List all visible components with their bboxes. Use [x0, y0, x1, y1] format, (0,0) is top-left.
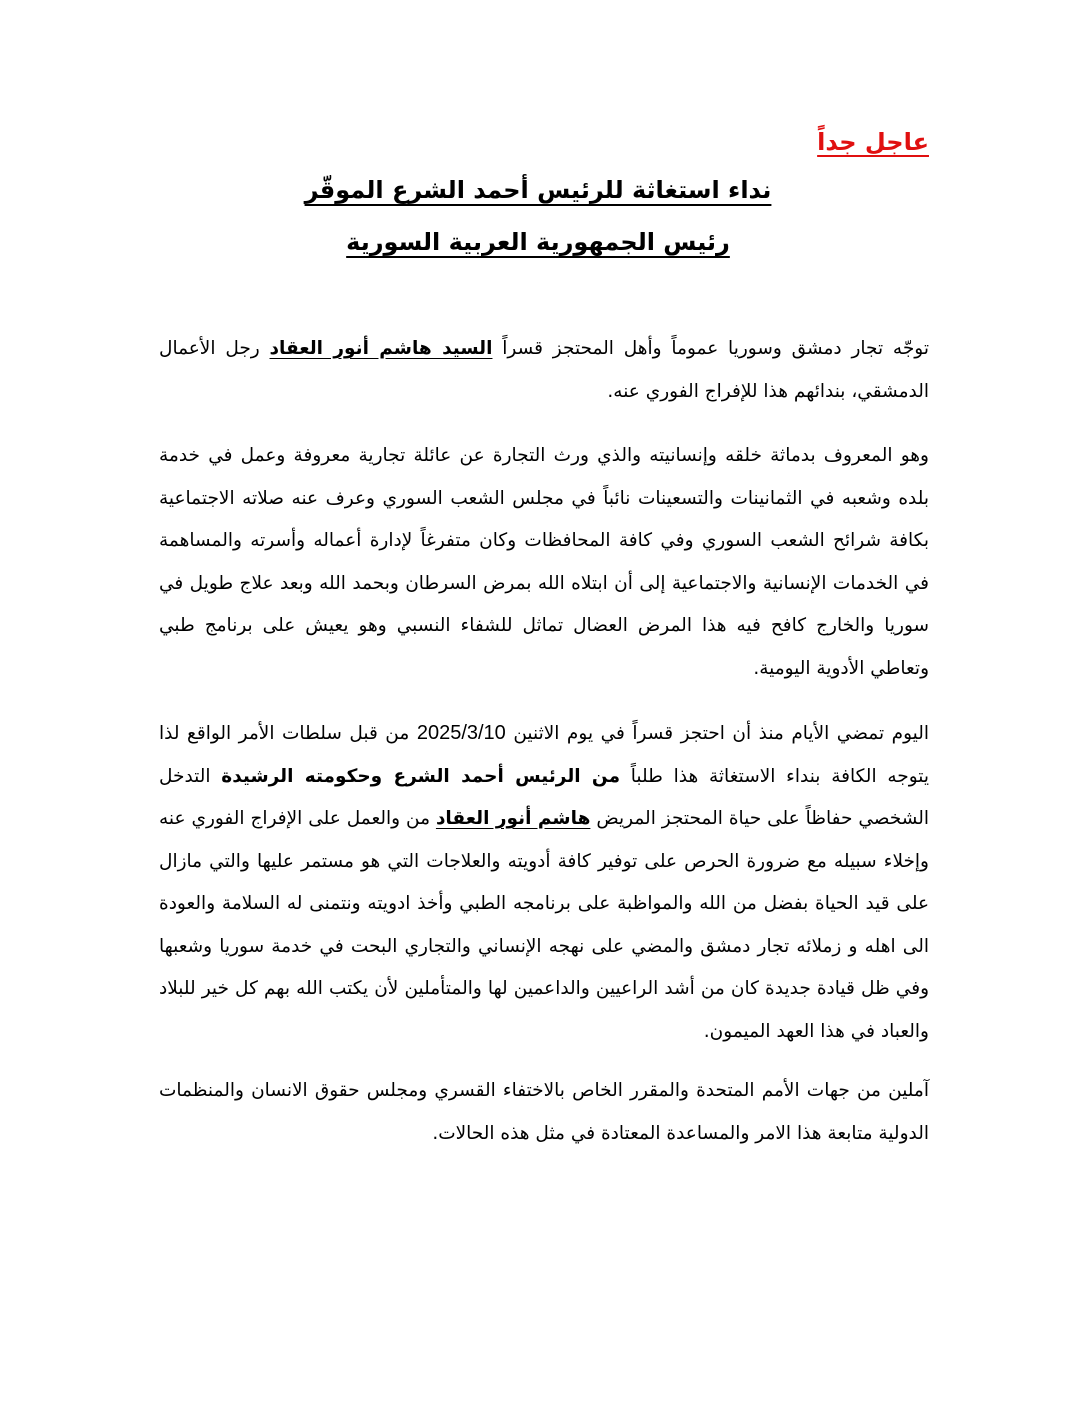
paragraph-3-text-b: من قبل سلطات الأمر الواقع لذا يتوجه الكافة بنداء الاستغاثة هذا طلباً: [159, 723, 929, 787]
detainee-name-2: هاشم أنور العقاد: [435, 808, 591, 829]
paragraph-3-text-d: من والعمل على الإفراج الفوري عنه وإخلاء سبيله مع ضرورة الحرص على توفير كافة أدويته والعلاجات التي هو مستمر عليها والتي مازال على قيد الحياة بفضل من الله والمواظبة على برنامجه الطبي وأخذ ادويته ونتمنى له السلامة والعودة الى اهله و زملائه تجار دمشق والمضي على نهجه الإنساني والتجاري البحت في خدمة سوريا وشعبها وفي ظل قيادة جديدة كان من أشد الراعيين والداعمين لها والمتأملين لأن يكتب الله بهم كل خير للبلاد والعباد في هذا العهد الميمون.: [159, 808, 929, 1042]
title-line-1: نداء استغاثة للرئيس أحمد الشرع الموقّر: [304, 176, 772, 204]
urgent-label: عاجل جداً: [817, 128, 929, 156]
letter-body: [159, 328, 929, 1155]
paragraph-4: آملين من جهات الأمم المتحدة والمقرر الخاص بالاختفاء القسري ومجلس حقوق الانسان والمنظمات الدولية متابعة هذا الامر والمساعدة المعتادة في مثل هذه الحالات.: [159, 1080, 929, 1144]
detention-date: 2025/3/10: [416, 722, 506, 744]
paragraph-1-text-a: توجّه تجار دمشق وسوريا عموماً وأهل المحتجز قسراً: [502, 338, 929, 359]
request-to-president: من الرئيس أحمد الشرع وحكومته الرشيدة: [221, 765, 621, 787]
paragraph-1: [159, 328, 929, 413]
paragraph-1-text-b: رجل الأعمال الدمشقي، بندائهم هذا للإفراج الفوري عنه.: [159, 338, 929, 402]
paragraph-3-text-a: اليوم تمضي الأيام منذ أن احتجز قسراً في يوم الاثنين: [513, 723, 929, 744]
paragraph-3-text-c: التدخل الشخصي حفاظاً على حياة المحتجز المريض: [159, 765, 929, 829]
paragraph-3: [159, 712, 929, 1053]
document-content: [159, 122, 929, 1177]
paragraph-2: وهو المعروف بدماثة خلقه وإنسانيته والذي ورث التجارة عن عائلة تجارية معروفة وعمل في خدمة بلده وشعبه في الثمانينات والتسعينات نائباً في مجلس الشعب السوري وعرف عنه صلاته الاجتماعية بكافة شرائح الشعب السوري وفي كافة المحافظات وكان متفرغاً لإدارة أعماله وأسرته والمساهمة في الخدمات الإنسانية والاجتماعية إلى أن ابتلاه الله بمرض السرطان وبحمد الله وبعد علاج طويل في سوريا والخارج كافح فيه هذا المرض العضال تماثل للشفاء النسبي وهو يعيش على برنامج طبي وتعاطي الأدوية اليومية.: [159, 445, 929, 679]
title-line-2: رئيس الجمهورية العربية السورية: [346, 228, 730, 256]
detainee-name-1: السيد هاشم أنور العقاد: [269, 338, 493, 359]
